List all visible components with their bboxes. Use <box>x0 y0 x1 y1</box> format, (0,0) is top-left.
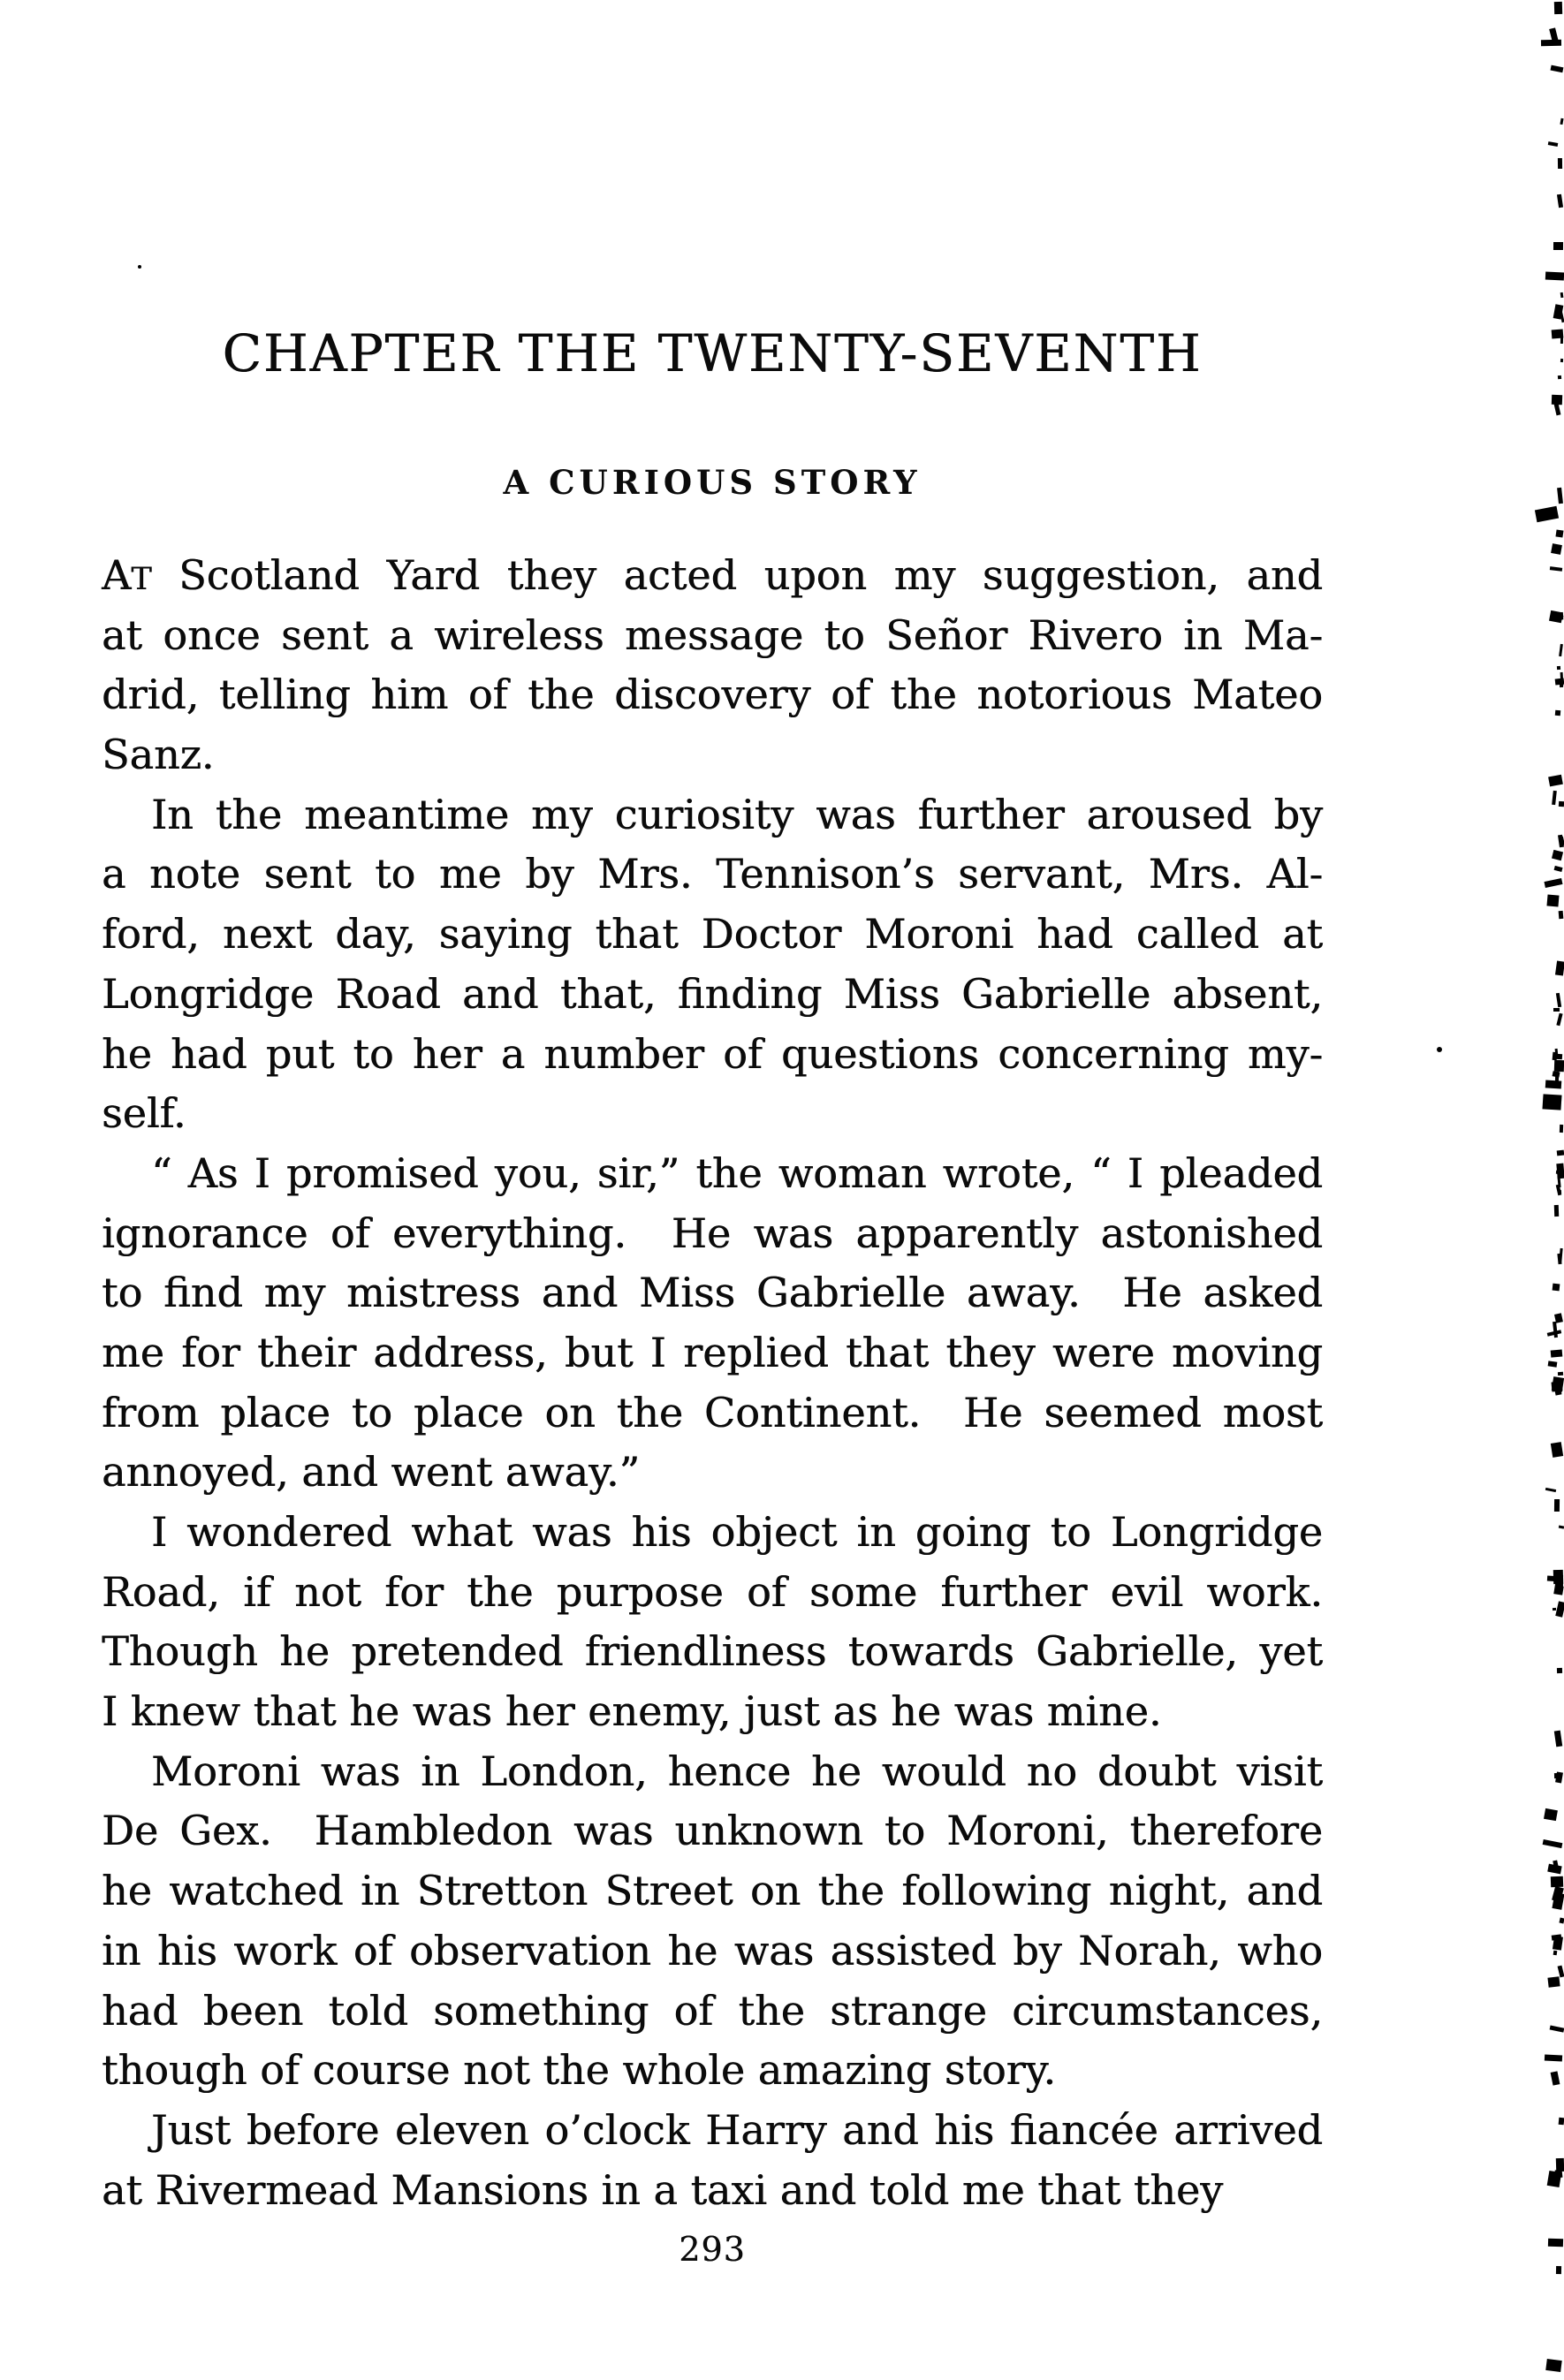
scan-noise-bit <box>1553 304 1564 319</box>
scan-noise-bit <box>1556 2158 1564 2172</box>
scan-noise-bit <box>1555 1072 1559 1086</box>
scan-noise-bit <box>1552 1886 1564 1902</box>
scan-noise-bit <box>1545 271 1564 280</box>
scan-noise-bit <box>1554 1205 1560 1217</box>
scan-noise-bit <box>1545 1488 1557 1492</box>
section-subtitle: A CURIOUS STORY <box>503 463 922 502</box>
scan-noise-bit <box>1550 27 1559 42</box>
scan-noise-bit <box>1557 616 1564 622</box>
scan-noise-bit <box>1559 644 1563 656</box>
scan-noise-bit <box>1548 2239 1563 2247</box>
scan-noise-bit <box>1555 1390 1562 1396</box>
scan-noise-bit <box>1545 1080 1561 1089</box>
text-line: he had put to her a number of questions concerning my- <box>102 1029 1323 1078</box>
text-line: Just before eleven o’clock Harry and his fiancée arrived <box>151 2105 1323 2154</box>
text-line: De Gex. Hambledon was unknown to Moroni, therefore <box>102 1807 1323 1855</box>
scan-noise-bit <box>1553 403 1560 414</box>
scan-noise-bit <box>1557 1013 1563 1026</box>
scan-noise-bit <box>1544 1808 1557 1821</box>
scan-noise-bit <box>1553 1007 1560 1011</box>
scan-noise-bit <box>1542 1095 1561 1110</box>
scan-noise-bit <box>1556 1185 1561 1196</box>
scan-noise-bit <box>1551 543 1562 555</box>
scan-speck <box>138 265 141 269</box>
scan-noise-bit <box>1560 672 1564 686</box>
scan-noise-bit <box>1550 64 1563 72</box>
scan-noise-bit <box>1556 1163 1564 1179</box>
text-line: to find my mistress and Miss Gabrielle away. He asked <box>102 1269 1323 1317</box>
scan-noise-bit <box>1553 1379 1559 1384</box>
text-line: he watched in Stretton Street on the following night, and <box>102 1867 1323 1915</box>
scan-noise-bit <box>1554 1049 1558 1057</box>
scan-noise-bit <box>1548 774 1563 786</box>
scan-noise-bit <box>1558 2118 1563 2125</box>
scan-noise-bit <box>1541 39 1561 46</box>
chapter-title: CHAPTER THE TWENTY-SEVENTH <box>222 323 1203 383</box>
scan-noise-bit <box>1555 710 1560 716</box>
text-line: at once sent a wireless message to Señor Rivero in Ma- <box>102 610 1323 659</box>
scan-speck <box>1437 1047 1442 1052</box>
scan-noise-bit <box>1557 666 1560 670</box>
scan-noise-bit <box>1557 194 1563 208</box>
scan-noise-bit <box>1547 1976 1560 1987</box>
text-line: annoyed, and went away.” <box>102 1448 640 1497</box>
scan-noise-bit <box>1551 2072 1560 2086</box>
scan-noise-bit <box>1560 611 1564 617</box>
scan-noise-bit <box>1553 1936 1563 1950</box>
text-line: In the meantime my curiosity was further aroused by <box>151 790 1323 838</box>
scan-noise-bit <box>1552 850 1563 861</box>
scan-noise-right-edge <box>1534 0 1564 2380</box>
scan-noise-bit <box>1555 2170 1563 2178</box>
scan-noise-bit <box>1552 1934 1562 1940</box>
scan-noise-bit <box>1547 1576 1563 1582</box>
text-line: drid, telling him of the discovery of the notorious Mateo <box>102 671 1323 719</box>
scan-noise-bit <box>1551 1350 1563 1358</box>
text-line: at Rivermead Mansions in a taxi and told me that they <box>102 2165 1224 2214</box>
scan-noise-bit <box>1557 488 1563 504</box>
scan-noise-bit <box>1547 1330 1561 1337</box>
scan-noise-bit <box>1559 1248 1563 1262</box>
scan-noise-bit <box>1555 1054 1562 1059</box>
scan-noise-bit <box>1542 1839 1561 1848</box>
text-line: AT Scotland Yard they acted upon my suggestion, and <box>102 551 1323 599</box>
scan-noise-bit <box>1553 1586 1564 1596</box>
scan-noise-bit <box>1558 1190 1561 1194</box>
scan-noise-bit <box>1547 2171 1561 2187</box>
scan-noise-bit <box>1554 1773 1561 1778</box>
scan-noise-bit <box>1555 2266 1560 2274</box>
text-line: though of course not the whole amazing story. <box>102 2046 1057 2095</box>
scan-noise-bit <box>1554 1 1563 13</box>
scan-noise-bit <box>1544 878 1562 888</box>
scan-noise-bit <box>1556 1893 1561 1902</box>
scan-noise-bit <box>1556 993 1562 1007</box>
scan-noise-bit <box>1544 2054 1562 2061</box>
scan-noise-bit <box>1558 375 1562 379</box>
scan-noise-bit <box>1554 1730 1562 1747</box>
scan-noise-bit <box>1560 118 1564 125</box>
scan-noise-bit <box>1558 835 1564 848</box>
scan-noise-bit <box>1558 1525 1563 1528</box>
scan-noise-bit <box>1558 1965 1564 1977</box>
scan-noise-bit <box>1553 1570 1564 1584</box>
scan-noise-bit <box>1535 505 1559 522</box>
text-line: Road, if not for the purpose of some further evil work. <box>102 1567 1323 1616</box>
text-line: Longridge Road and that, finding Miss Gabrielle absent, <box>102 969 1323 1018</box>
scan-noise-bit <box>1553 1607 1556 1610</box>
scan-noise-bit <box>1560 684 1563 687</box>
body-text <box>102 546 1323 2220</box>
scan-noise-bit <box>1557 1149 1564 1156</box>
scan-noise-bit <box>1553 1322 1558 1338</box>
scan-noise-bit <box>1553 242 1563 250</box>
scan-noise-bit <box>1553 1861 1558 1868</box>
scan-noise-bit <box>1548 141 1558 147</box>
scan-noise-bit <box>1558 1372 1563 1376</box>
text-line: ford, next day, saying that Doctor Moroni had called at <box>102 910 1323 959</box>
scan-noise-bit <box>1555 1575 1564 1589</box>
scan-noise-bit <box>1550 566 1563 572</box>
scan-noise-bit <box>1557 1668 1563 1673</box>
text-line: a note sent to me by Mrs. Tennison’s servant, Mrs. Al- <box>102 850 1323 898</box>
text-line: in his work of observation he was assisted by Norah, who <box>102 1926 1323 1974</box>
scan-noise-bit <box>1550 2026 1564 2033</box>
text-line: had been told something of the strange circumstances, <box>102 1986 1323 2035</box>
scan-noise-bit <box>1558 158 1562 169</box>
scan-noise-bit <box>1552 1892 1564 1909</box>
scan-noise-bit <box>1555 1771 1563 1783</box>
scan-noise-bit <box>1554 866 1563 873</box>
scan-noise-bit <box>1555 1601 1564 1618</box>
page-number: 293 <box>679 2230 746 2269</box>
scan-noise-bit <box>1552 1284 1560 1292</box>
scan-noise-bit <box>1551 1876 1563 1887</box>
small-caps-lead: AT <box>102 551 152 599</box>
scan-noise-bit <box>1551 394 1561 405</box>
text-line: I wondered what was his object in going to Longridge <box>151 1508 1323 1556</box>
text-line: Though he pretended friendliness towards Gabrielle, yet <box>102 1627 1323 1676</box>
scan-noise-bit <box>1545 2359 1561 2372</box>
scan-noise-bit <box>1551 1381 1562 1391</box>
scan-noise-bit <box>1559 801 1564 807</box>
scan-noise-bit <box>1554 678 1564 686</box>
scan-noise-bit <box>1548 1361 1557 1368</box>
scan-noise-bit <box>1557 1253 1561 1264</box>
scan-noise-bit <box>1560 1124 1563 1132</box>
scan-noise-bit <box>1553 1052 1557 1061</box>
scan-noise-bit <box>1558 910 1563 919</box>
scan-noise-bit <box>1554 1313 1563 1323</box>
scan-noise-bit <box>1560 292 1564 298</box>
text-line: ignorance of everything. He was apparently astonished <box>102 1209 1323 1257</box>
text-line: I knew that he was her enemy, just as he was mine. <box>102 1687 1162 1736</box>
text-line: Sanz. <box>102 731 215 779</box>
text-line: Moroni was in London, hence he would no doubt visit <box>151 1747 1323 1795</box>
scan-noise-bit <box>1553 1951 1558 1955</box>
scan-noise-bit <box>1560 308 1564 322</box>
scan-noise-bit <box>1551 1442 1564 1458</box>
scan-noise-bit <box>1554 1499 1560 1512</box>
scan-noise-bit <box>1560 837 1564 846</box>
scan-noise-bit <box>1560 359 1564 362</box>
scan-noise-bit <box>1556 399 1560 406</box>
scan-noise-bit <box>1549 610 1563 622</box>
text-line: from place to place on the Continent. He seemed most <box>102 1388 1323 1436</box>
scan-noise-bit <box>1558 1176 1561 1187</box>
text-line: “ As I promised you, sir,” the woman wrote, “ I pleaded <box>151 1148 1323 1197</box>
scan-noise-bit <box>1552 791 1556 805</box>
scan-noise-bit <box>1559 1917 1564 1923</box>
scan-noise-bit <box>1555 1171 1562 1175</box>
scan-noise-bit <box>1552 330 1564 339</box>
text-line: me for their address, but I replied that they were moving <box>102 1328 1323 1376</box>
scan-noise-bit <box>1560 336 1563 344</box>
scan-noise-bit <box>1551 1376 1563 1391</box>
text-line: self. <box>102 1089 186 1138</box>
scan-noise-bit <box>1547 895 1560 907</box>
scan-noise-bit <box>1554 1060 1564 1072</box>
scan-noise-bit <box>1555 961 1564 976</box>
scan-noise-bit <box>1548 1864 1562 1874</box>
scan-noise-bit <box>1556 529 1564 537</box>
scan-noise-bit <box>1553 1071 1560 1078</box>
